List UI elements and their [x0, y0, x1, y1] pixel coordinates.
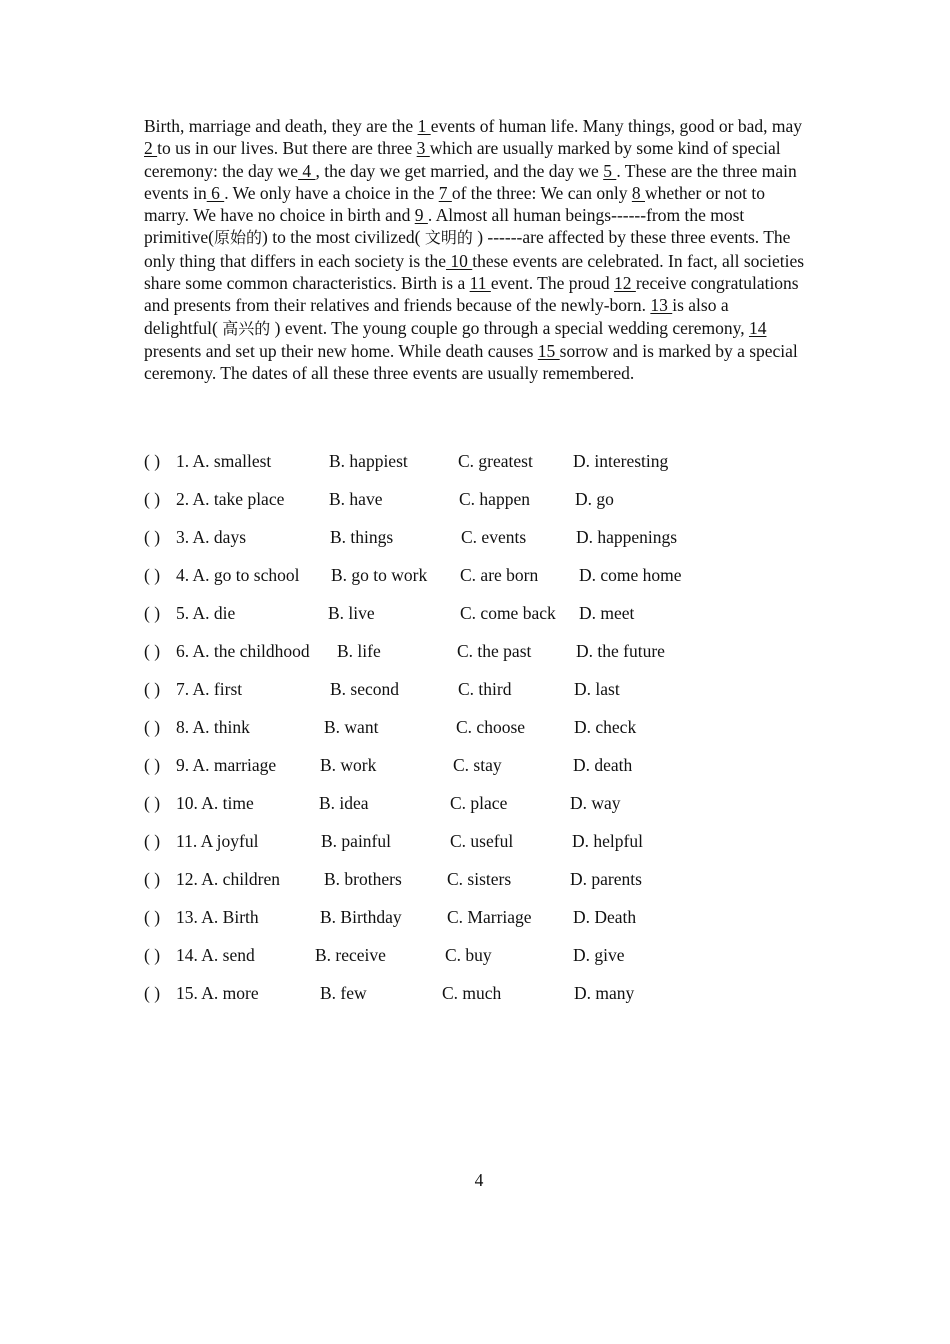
blank-12: 12	[613, 273, 636, 294]
option-b: B. receive	[315, 945, 386, 965]
option-b: B. live	[328, 603, 375, 623]
option-a: 14. A. send	[176, 945, 255, 965]
passage-text: presents and set up their new home. While death causes	[144, 340, 538, 361]
option-c: C. the past	[457, 641, 532, 661]
page-number: 4	[474, 1170, 484, 1190]
question-row	[144, 867, 794, 905]
option-a: 6. A. the childhood	[176, 641, 310, 661]
question-row	[144, 487, 794, 525]
cloze-passage	[144, 115, 806, 385]
blank-10: 10	[445, 250, 473, 271]
passage-text: which are usually marked by some kind of special ceremony: the day we	[144, 138, 781, 181]
option-a: 4. A. go to school	[176, 565, 300, 585]
option-a: 10. A. time	[176, 793, 254, 813]
passage-text: receive congratulations and presents from their relatives and friends because of the newly-born.	[144, 273, 799, 316]
option-a: 12. A. children	[176, 869, 281, 889]
passage-text: ) event. The young couple go through a special wedding ceremony,	[270, 317, 749, 338]
option-b: B. happiest	[329, 451, 408, 471]
option-b: B. idea	[319, 793, 369, 813]
option-b: B. things	[330, 527, 394, 547]
option-b: B. brothers	[324, 869, 402, 889]
option-b: B. work	[320, 755, 377, 775]
answer-bracket: ( )	[144, 565, 161, 585]
option-d: D. check	[574, 717, 637, 737]
option-a: 8. A. think	[176, 717, 250, 737]
chinese-gloss-civilized: 文明的	[424, 228, 473, 248]
option-b: B. have	[329, 489, 383, 509]
option-a: 3. A. days	[176, 527, 246, 547]
option-c: C. are born	[460, 565, 539, 585]
option-a: 7. A. first	[176, 679, 243, 699]
answer-bracket: ( )	[144, 945, 161, 965]
blank-15: 15	[537, 340, 560, 361]
option-a: 13. A. Birth	[176, 907, 259, 927]
option-d: D. death	[573, 755, 633, 775]
option-c: C. useful	[450, 831, 514, 851]
answer-bracket: ( )	[144, 831, 161, 851]
option-c: C. sisters	[447, 869, 512, 889]
question-row	[144, 563, 794, 601]
option-c: C. events	[461, 527, 527, 547]
option-d: D. way	[570, 793, 621, 813]
passage-text: Birth, marriage and death, they are the	[144, 116, 418, 136]
blank-6: 6	[206, 182, 225, 203]
option-d: D. interesting	[573, 451, 669, 471]
option-c: C. greatest	[458, 451, 533, 471]
question-row	[144, 677, 794, 715]
option-d: D. many	[574, 983, 635, 1003]
blank-7: 7	[438, 182, 452, 203]
passage-text: events of human life. Many things, good or bad, may	[430, 116, 803, 136]
passage-text: these events are celebrated. In fact, all societies share some common characteristics. Birth is a	[144, 250, 805, 294]
answer-bracket: ( )	[144, 451, 161, 471]
passage-text: sorrow and is marked by a special ceremony. The dates of all these three events are usually remembered.	[144, 340, 798, 384]
question-row	[144, 905, 794, 943]
passage-text: of the three: We can only	[451, 182, 632, 203]
option-d: D. Death	[573, 907, 637, 927]
option-c: C. happen	[459, 489, 530, 509]
answer-bracket: ( )	[144, 527, 161, 547]
question-list	[144, 449, 794, 1019]
blank-2: 2	[144, 138, 158, 159]
chinese-gloss-primitive: 原始的	[213, 228, 262, 248]
blank-4: 4	[298, 160, 316, 181]
answer-bracket: ( )	[144, 603, 161, 623]
blank-3: 3	[416, 138, 430, 159]
answer-bracket: ( )	[144, 489, 161, 509]
option-c: C. stay	[453, 755, 502, 775]
option-b: B. Birthday	[320, 907, 402, 927]
answer-bracket: ( )	[144, 679, 161, 699]
blank-11: 11	[469, 273, 491, 294]
option-d: D. the future	[576, 641, 665, 661]
question-row	[144, 829, 794, 867]
option-d: D. helpful	[572, 831, 643, 851]
passage-text: . We only have a choice in the	[224, 182, 439, 203]
passage-text: is also a delightful(	[144, 295, 729, 338]
passage-text: ) ------are affected by these three events. The only thing that differs in each society is the	[144, 227, 791, 271]
chinese-gloss-delightful: 高兴的	[222, 318, 271, 338]
question-row	[144, 791, 794, 829]
option-d: D. parents	[570, 869, 642, 889]
option-d: D. go	[575, 489, 614, 509]
passage-text: , the day we get married, and the day we	[315, 160, 604, 181]
option-d: D. come home	[579, 565, 682, 585]
option-c: C. third	[458, 679, 512, 699]
answer-bracket: ( )	[144, 983, 161, 1003]
option-c: C. place	[450, 793, 508, 813]
answer-bracket: ( )	[144, 907, 161, 927]
option-a: 9. A. marriage	[176, 755, 277, 775]
blank-13: 13	[650, 295, 673, 316]
option-b: B. few	[320, 983, 367, 1003]
option-c: C. come back	[460, 603, 556, 623]
blank-5: 5	[603, 160, 617, 181]
option-d: D. give	[573, 945, 625, 965]
option-c: C. Marriage	[447, 907, 532, 927]
option-c: C. buy	[445, 945, 492, 965]
option-c: C. choose	[456, 717, 526, 737]
question-row	[144, 601, 794, 639]
option-b: B. life	[337, 641, 381, 661]
option-a: 11. A joyful	[176, 831, 259, 851]
option-a: 1. A. smallest	[176, 451, 272, 471]
answer-bracket: ( )	[144, 869, 161, 889]
option-c: C. much	[442, 983, 502, 1003]
option-d: D. meet	[579, 603, 635, 623]
question-row	[144, 715, 794, 753]
blank-14: 14	[748, 317, 767, 338]
passage-text: ) to the most civilized(	[262, 227, 425, 248]
blank-8: 8	[631, 182, 645, 203]
option-d: D. happenings	[576, 527, 678, 547]
option-b: B. go to work	[331, 565, 428, 585]
answer-bracket: ( )	[144, 755, 161, 775]
question-row	[144, 753, 794, 791]
answer-bracket: ( )	[144, 717, 161, 737]
option-a: 2. A. take place	[176, 489, 285, 509]
passage-text: event. The proud	[490, 273, 614, 294]
option-a: 15. A. more	[176, 983, 259, 1003]
option-b: B. want	[324, 717, 379, 737]
question-row	[144, 449, 794, 487]
option-a: 5. A. die	[176, 603, 236, 623]
question-row	[144, 639, 794, 677]
passage-text: . Almost all human beings------from the most primitive(	[144, 205, 745, 248]
question-row	[144, 943, 794, 981]
passage-text: whether or not to marry. We have no choice in birth and	[144, 182, 766, 226]
question-row	[144, 981, 794, 1019]
blank-9: 9	[414, 205, 428, 226]
passage-text: to us in our lives. But there are three	[157, 138, 417, 159]
option-b: B. second	[330, 679, 400, 699]
question-row	[144, 525, 794, 563]
blank-1: 1	[417, 116, 431, 136]
passage-text: . These are the three main events in	[144, 160, 797, 203]
option-b: B. painful	[321, 831, 391, 851]
option-d: D. last	[574, 679, 620, 699]
answer-bracket: ( )	[144, 793, 161, 813]
answer-bracket: ( )	[144, 641, 161, 661]
